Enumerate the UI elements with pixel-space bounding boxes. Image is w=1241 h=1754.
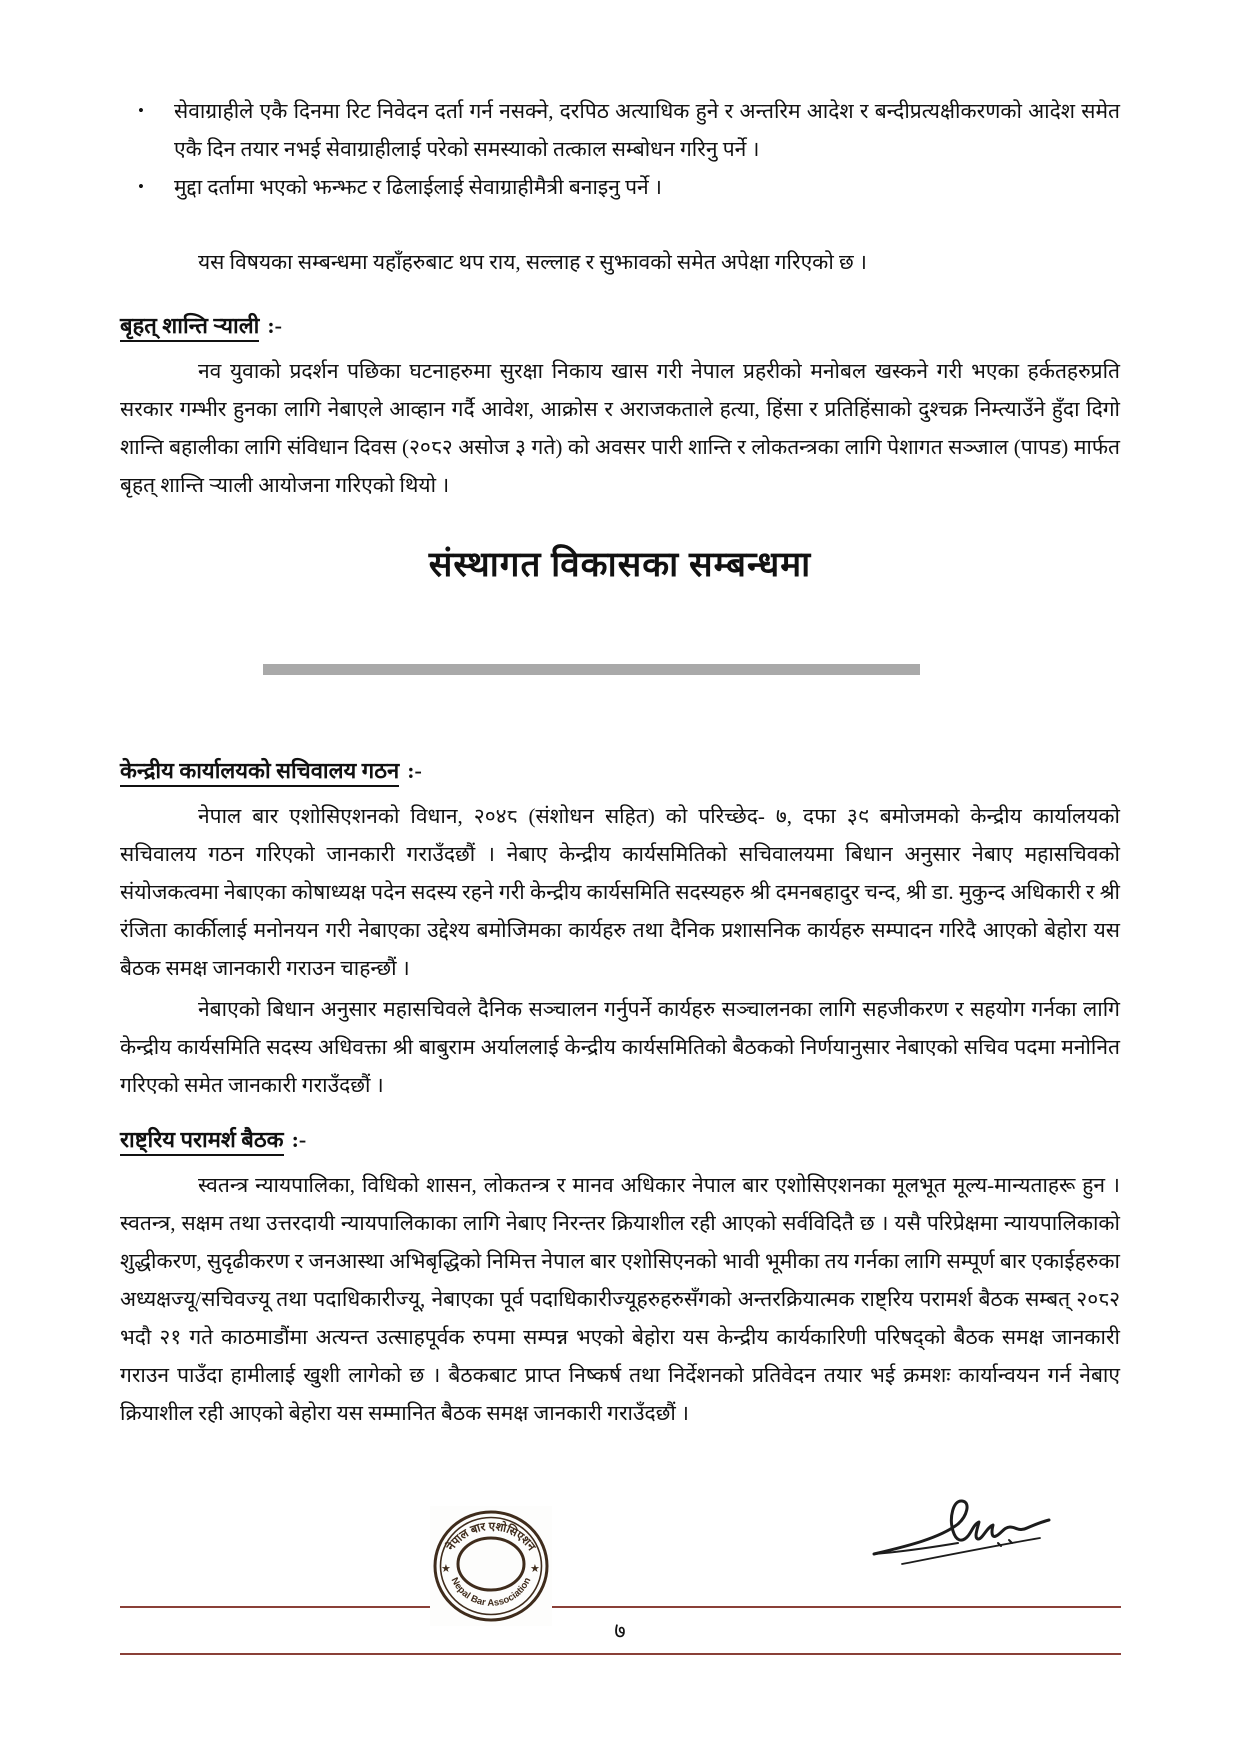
stamp-top-text: नेपाल बार एशोसिएशन (444, 1520, 538, 1554)
signature-icon (868, 1494, 1063, 1580)
page-title: संस्थागत विकासका सम्बन्धमा (428, 545, 812, 584)
stamp-seal-icon (430, 1506, 552, 1626)
list-item (120, 92, 1120, 168)
list-item (120, 168, 1120, 206)
rally-paragraph: नव युवाको प्रदर्शन पछिका घटनाहरुमा सुरक्षा निकाय खास गरी नेपाल प्रहरीको मनोबल खस्कने गरी भएका हर्कतहरुप्रति सरकार गम्भीर हुनका लागि नेबाएले आव्हान गर्दै आवेश, आक्रोस र अराजकताले हत्या, हिंसा र प्रतिहिंसाको दुश्चक्र निम्त्याउँने हुँदा दिगो शान्ति बहालीका लागि संविधान दिवस (२०८२ असोज ३ गते) को अवसर पारी शान्ति र लोकतन्त्रका लागि पेशागत सञ्जाल (पापड) मार्फत बृहत् शान्ति र्‍याली आयोजना गरिएको थियो । (120, 359, 1120, 497)
section-heading-suffix: :- (291, 1127, 307, 1152)
page-number: ७ (614, 1618, 626, 1643)
signature (868, 1494, 1063, 1580)
bullet-list (120, 92, 1120, 206)
bullet-text: मुद्दा दर्तामा भएको झन्झट र ढिलाईलाई सेवाग्राहीमैत्री बनाइनु पर्ने । (174, 175, 662, 199)
section-heading-label: केन्द्रीय कार्यालयको सचिवालय गठन (120, 758, 399, 787)
note-paragraph: यस विषयका सम्बन्धमा यहाँहरुबाट थप राय, सल्लाह र सुझावको समेत अपेक्षा गरिएको छ । (198, 250, 867, 274)
section-heading-suffix: :- (407, 758, 422, 783)
title-underline-bar (263, 664, 920, 675)
section-heading-rally (120, 310, 1120, 340)
footer-rule-bottom (120, 1653, 1121, 1655)
footer-rule-top (120, 1606, 1121, 1608)
stamp-star-left-icon: ★ (441, 1563, 451, 1575)
secretariat-paragraph-1: नेपाल बार एशोसिएशनको विधान, २०४८ (संशोधन सहित) को परिच्छेद- ७, दफा ३९ बमोजमको केन्द्रीय कार्यालयको सचिवालय गठन गरिएको जानकारी गराउँदछौं । नेबाए केन्द्रीय कार्यसमितिको सचिवालयमा बिधान अनुसार नेबाए महासचिवको संयोजकत्वमा नेबाएका कोषाध्यक्ष पदेन सदस्य रहने गरी केन्द्रीय कार्यसमिति सदस्यहरु श्री दमनबहादुर चन्द, श्री डा. मुकुन्द अधिकारी र श्री रंजिता कार्कीलाई मनोनयन गरी नेबाएका उद्देश्य बमोजिमका कार्यहरु तथा दैनिक प्रशासनिक कार्यहरु सम्पादन गरिदै आएको बेहोरा यस बैठक समक्ष जानकारी गराउन चाहन्छौं । (120, 804, 1120, 980)
bullet-text: सेवाग्राहीले एकै दिनमा रिट निवेदन दर्ता गर्न नसक्ने, दरपिठ अत्याधिक हुने र अन्तरिम आदेश र बन्दीप्रत्यक्षीकरणको आदेश समेत एकै दिन तयार नभई सेवाग्राहीलाई परेको समस्याको तत्काल सम्बोधन गरिनु पर्ने । (174, 99, 1120, 161)
section-heading-label: राष्ट्रिय परामर्श बैठक (120, 1127, 284, 1156)
bullet-icon: • (138, 177, 144, 196)
bullet-icon: • (138, 101, 144, 120)
section-heading-label: बृहत् शान्ति र्‍याली (120, 313, 259, 342)
stamp-bottom-text: Nepal Bar Association (448, 1575, 534, 1609)
stamp-star-right-icon: ★ (530, 1563, 540, 1575)
nepal-bar-association-stamp (430, 1506, 552, 1626)
consultation-paragraph: स्वतन्त्र न्यायपालिका, विधिको शासन, लोकतन्त्र र मानव अधिकार नेपाल बार एशोसिएशनका मूलभूत मूल्य-मान्यताहरू हुन । स्वतन्त्र, सक्षम तथा उत्तरदायी न्यायपालिकाका लागि नेबाए निरन्तर क्रियाशील रही आएको सर्वविदितै छ । यसै परिप्रेक्षमा न्यायपालिकाको शुद्धीकरण, सुदृढीकरण र जनआस्था अभिबृद्धिको निमित्त नेपाल बार एशोसिएनको भावी भूमीका तय गर्नका लागि सम्पूर्ण बार एकाईहरुका अध्यक्षज्यू/सचिवज्यू तथा पदाधिकारीज्यू, नेबाएका पूर्व पदाधिकारीज्यूहरुहरुसँगको अन्तरक्रियात्मक राष्ट्रिय परामर्श बैठक सम्बत् २०८२ भदौ २१ गते काठमाडौंमा अत्यन्त उत्साहपूर्वक रुपमा सम्पन्न भएको बेहोरा यस केन्द्रीय कार्यकारिणी परिषद्को बैठक समक्ष जानकारी गराउन पाउँदा हामीलाई खुशी लागेको छ । बैठकबाट प्राप्त निष्कर्ष तथा निर्देशनको प्रतिवेदन तयार भई क्रमशः कार्यान्वयन गर्न नेबाए क्रियाशील रही आएको बेहोरा यस सम्मानित बैठक समक्ष जानकारी गराउँदछौं । (120, 1173, 1120, 1425)
svg-text:Nepal Bar Association (449, 1576, 534, 1609)
secretariat-paragraph-2: नेबाएको बिधान अनुसार महासचिवले दैनिक सञ्चालन गर्नुपर्ने कार्यहरु सञ्चालनका लागि सहजीकरण र सहयोग गर्नका लागि केन्द्रीय कार्यसमिति सदस्य अधिवक्ता श्री बाबुराम अर्याललाई केन्द्रीय कार्यसमितिको बैठकको निर्णयानुसार नेबाएको सचिव पदमा मनोनित गरिएको समेत जानकारी गराउँदछौं । (120, 997, 1120, 1097)
section-heading-suffix: :- (267, 313, 282, 338)
section-heading-consultation (120, 1124, 1120, 1154)
section-heading-secretariat (120, 755, 1120, 785)
